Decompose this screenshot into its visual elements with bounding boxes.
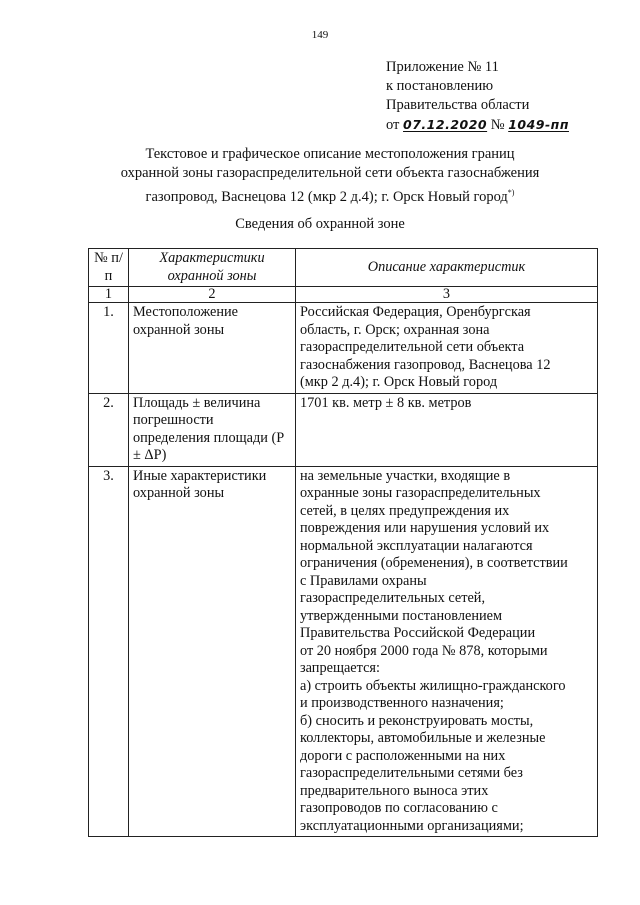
appendix-resolution: к постановлению (386, 78, 494, 94)
table-row (89, 466, 598, 837)
zone-info-table (88, 248, 598, 837)
row-number: 2. (89, 393, 129, 466)
header-characteristics: Характеристики охранной зоны (129, 249, 296, 287)
section-subtitle: Сведения об охранной зоне (235, 216, 405, 232)
table-row (89, 303, 598, 394)
number-prefix: № (490, 117, 505, 133)
header-description: Описание характеристик (296, 249, 598, 287)
header-number: № п/п (89, 249, 129, 287)
row-characteristic: Местоположение охранной зоны (129, 303, 296, 394)
appendix-date-line (386, 115, 569, 135)
row-characteristic: Площадь ± величина погрешности определения площади (P ± ΔP) (129, 393, 296, 466)
date-prefix: от (386, 117, 400, 133)
row-description: 1701 кв. метр ± 8 кв. метров (296, 393, 598, 466)
column-number-row (89, 287, 598, 303)
row-characteristic: Иные характеристики охранной зоны (129, 466, 296, 837)
row-number: 3. (89, 466, 129, 837)
handwritten-number: 1049-пп (508, 117, 569, 132)
page-number: 149 (311, 29, 329, 41)
row-description: на земельные участки, входящие в охранные зоны газораспределительных сетей, в целях предупреждения их повреждения или нарушения условий их нормальной эксплуатации налагаются ограничения (обременения), в соответствии с Правилами охраны газораспределительных сетей, утвержденными постановлением Правительства Российской Федерации от 20 ноября 2000 года № 878, которыми запрещается: а) строить объекты жилищно-гражданского и производственного назначения; б) сносить и реконструировать мосты, коллекторы, автомобильные и железные дороги с расположенными на них газораспределительными сетями без предварительного выноса этих газопроводов по согласованию с эксплуатационными организациями; (296, 466, 598, 837)
title-line-1: Текстовое и графическое описание местоположения границ (145, 146, 515, 162)
row-number: 1. (89, 303, 129, 394)
handwritten-date: 07.12.2020 (403, 117, 488, 132)
appendix-government: Правительства области (386, 97, 530, 113)
title-line-2: охранной зоны газораспределительной сети объекта газоснабжения (120, 165, 540, 181)
table-header-row (89, 249, 598, 287)
appendix-title: Приложение № 11 (386, 59, 499, 75)
row-description: Российская Федерация, Оренбургская область, г. Орск; охранная зона газораспределительной сети объекта газоснабжения газопровод, Васнецова 12 (мкр 2 д.4); г. Орск Новый город (296, 303, 598, 394)
document-title (80, 145, 580, 207)
appendix-block (386, 58, 569, 135)
column-number-1: 1 (89, 287, 129, 303)
column-number-2: 2 (129, 287, 296, 303)
footnote-mark: *) (507, 188, 515, 197)
table-row (89, 393, 598, 466)
column-number-3: 3 (296, 287, 598, 303)
title-line-3: газопровод, Васнецова 12 (мкр 2 д.4); г. Орск Новый город*) (145, 188, 515, 205)
